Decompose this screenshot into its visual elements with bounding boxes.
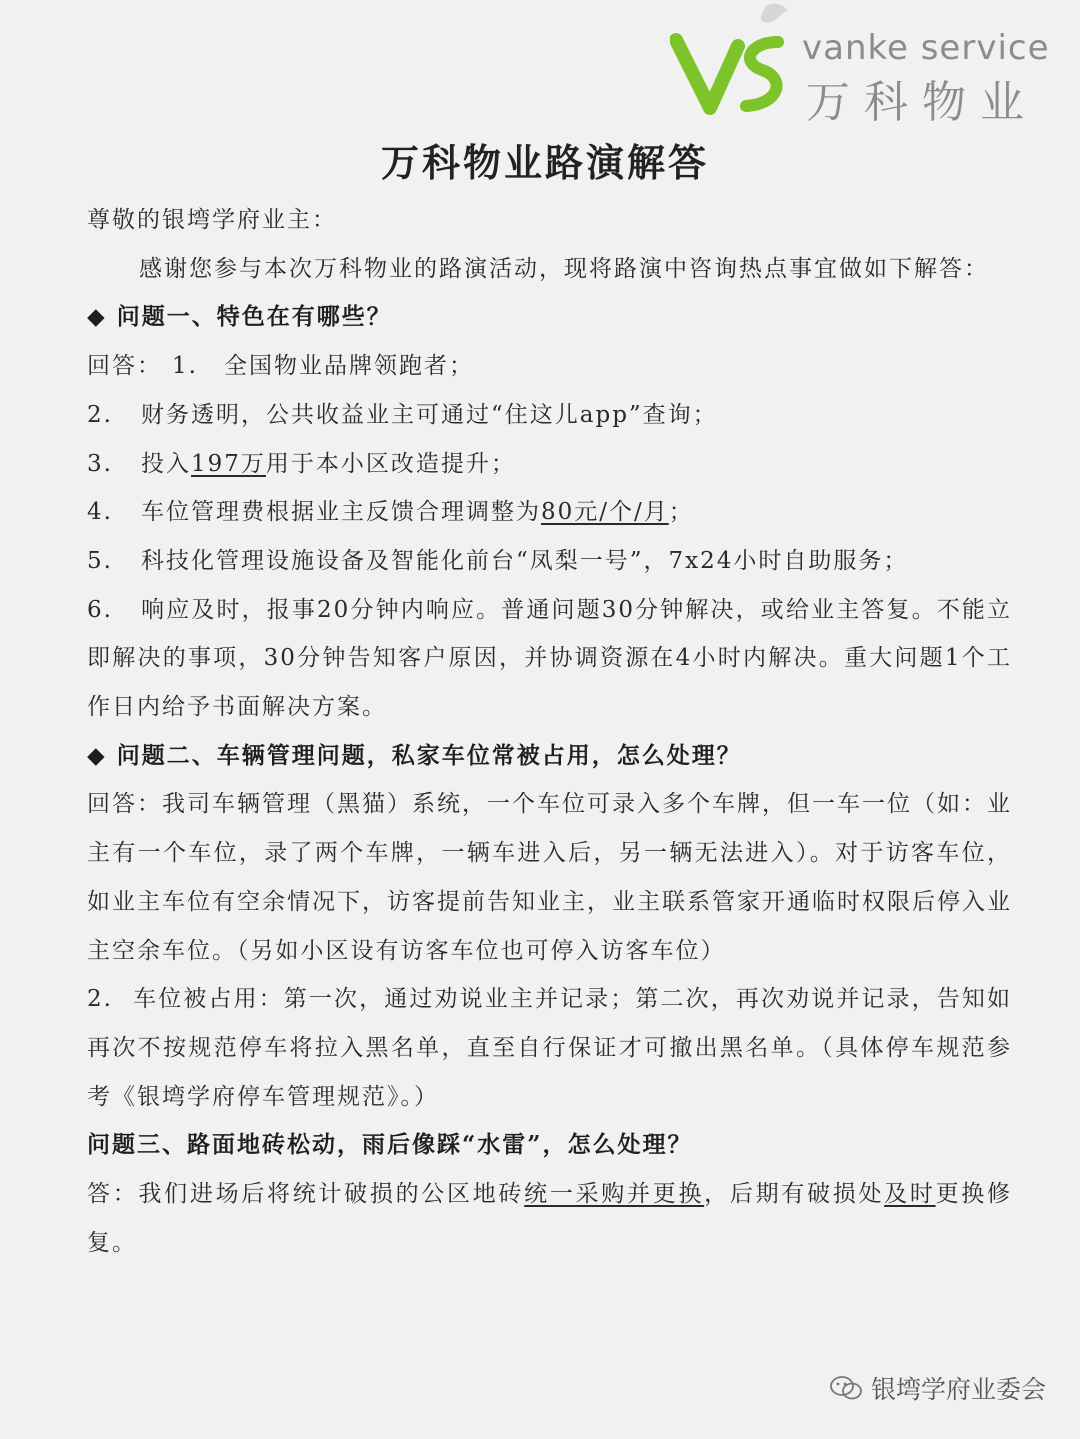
greeting: 尊敬的银塆学府业主： xyxy=(87,207,337,233)
page-title: 万科物业路演解答 xyxy=(380,140,709,185)
question-3-title: 问题三、路面地砖松动，雨后像踩“水雷”，怎么处理？ xyxy=(87,1131,693,1159)
watermark-text: 银塆学府业委会 xyxy=(870,1375,1046,1404)
wechat-watermark xyxy=(829,1370,1046,1406)
logo-text-en: vanke service xyxy=(802,28,1050,68)
wechat-icon xyxy=(829,1374,863,1402)
answer-1-item-6: 6. 响应及时，报事20分钟内响应。普通问题30分钟解决，或给业主答复。不能立即解决的事项，30分钟告知客户原因，并协调资源在4小时内解决。重大问题1个工作日内给予书面解决方案。 xyxy=(87,596,1012,721)
vanke-logo xyxy=(670,0,1050,130)
question-2-heading xyxy=(87,732,1012,781)
underlined-phrase-2: 及时 xyxy=(884,1181,936,1208)
answer-1-item-4: 4. 车位管理费根据业主反馈合理调整为80元/个/月； xyxy=(87,499,694,526)
intro-paragraph: 感谢您参与本次万科物业的路演活动，现将路演中咨询热点事宜做如下解答： xyxy=(139,255,989,282)
document-body xyxy=(87,196,1012,1267)
question-1-title: 问题一、特色在有哪些？ xyxy=(116,303,392,331)
answer-1-item-2: 2. 财务透明，公共收益业主可通过“住这儿app”查询； xyxy=(87,401,718,428)
logo-text-cn: 万科物业 xyxy=(806,77,1038,128)
answer-1-item-5: 5. 科技化管理设施设备及智能化前台“凤梨一号”，7x24小时自助服务； xyxy=(87,547,909,574)
underlined-fee: 80元/个/月 xyxy=(541,499,669,526)
answer-1-item-3: 3. 投入197万用于本小区改造提升； xyxy=(87,450,516,477)
underlined-amount: 197万 xyxy=(191,450,266,477)
question-1-heading xyxy=(87,293,1012,342)
underlined-phrase-1: 统一采购并更换 xyxy=(524,1181,705,1208)
answer-2-part-2: 2. 车位被占用：第一次，通过劝说业主并记录；第二次，再次劝说并记录，告知如再次不按规范停车将拉入黑名单，直至自行保证才可撤出黑名单。（具体停车规范参考《银塆学府停车管理规范》。） xyxy=(87,986,1012,1110)
diamond-bullet-icon: ◆ xyxy=(87,303,107,331)
vanke-logo-mark-icon xyxy=(670,0,800,120)
answer-2-part-1: 回答：我司车辆管理（黑猫）系统，一个车位可录入多个车牌，但一车一位（如：业主有一个车位，录了两个车牌，一辆车进入后，另一辆无法进入）。对于访客车位，如业主车位有空余情况下，访客提前告知业主，业主联系管家开通临时权限后停入业主空余车位。（另如小区设有访客车位也可停入访客车位） xyxy=(87,791,1012,964)
answer-3: 答：我们进场后将统计破损的公区地砖统一采购并更换，后期有破损处及时更换修复。 xyxy=(87,1181,1013,1256)
diamond-bullet-icon: ◆ xyxy=(87,741,107,769)
question-2-title: 问题二、车辆管理问题，私家车位常被占用，怎么处理？ xyxy=(116,741,742,769)
answer-1-item-1: 回答： 1. 全国物业品牌领跑者； xyxy=(87,353,474,380)
